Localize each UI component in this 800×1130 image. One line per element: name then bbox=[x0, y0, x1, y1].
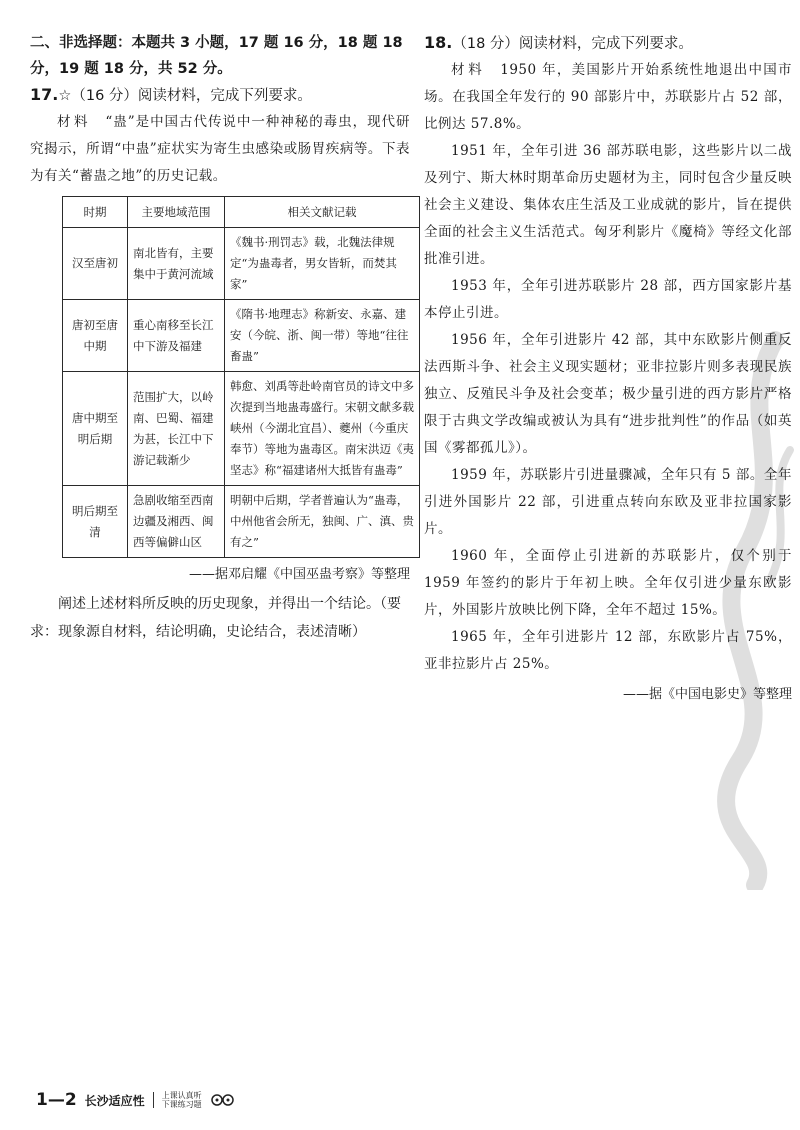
question-17-material bbox=[30, 109, 410, 190]
material-label: 材料 bbox=[57, 114, 91, 130]
table-row bbox=[63, 372, 420, 486]
question-18-paragraph bbox=[424, 57, 792, 138]
table-header-row bbox=[63, 197, 420, 228]
table-row bbox=[63, 228, 420, 300]
question-18-paragraph: 1951 年，全年引进 36 部苏联电影，这些影片以二战及列宁、斯大林时期革命历史题材为主，同时包含少量反映社会主义建设、集体农庄生活及工业成就的影片，旨在提供全面的社会主义生活范式。匈牙利影片《魔椅》等经文化部批准引进。 bbox=[424, 143, 792, 267]
question-18-paragraph: 1960 年，全面停止引进新的苏联影片，仅个别于 1959 年签约的影片于年初上映。全年仅引进少量东欧影片，外国影片放映比例下降，全年不超过 15%。 bbox=[424, 548, 792, 618]
row-period: 汉至唐初 bbox=[63, 228, 128, 300]
slogan-line-1: 上课认真听 bbox=[161, 1091, 202, 1100]
page-number: 1—2 bbox=[36, 1090, 77, 1110]
question-17-number: 17. bbox=[30, 85, 59, 104]
row-region: 南北皆有，主要集中于黄河流域 bbox=[128, 228, 225, 300]
row-region: 重心南移至长江中下游及福建 bbox=[128, 300, 225, 372]
section-heading-line1: 二、非选择题：本题共 3 小题，17 题 16 分，18 题 18 bbox=[30, 35, 403, 51]
question-17-task: 阐述上述材料所反映的历史现象，并得出一个结论。（要求：现象源自材料，结论明确，史论结合，表述清晰） bbox=[30, 596, 401, 640]
paragraph-text: 1950 年，美国影片开始系统性地退出中国市场。在我国全年发行的 90 部影片中，苏联影片占 52 部，比例达 57.8%。 bbox=[424, 62, 792, 132]
row-region: 急剧收缩至西南边疆及湘西、闽西等偏僻山区 bbox=[128, 486, 225, 558]
watermark-brush-stroke bbox=[715, 330, 800, 890]
material-label: 材料 bbox=[451, 62, 486, 78]
row-records: 《隋书·地理志》称新安、永嘉、建安（今皖、浙、闽一带）等地“往往畜蛊” bbox=[225, 300, 420, 372]
row-records: 明朝中后期，学者普遍认为“蛊毒，中州他省会所无，独闽、广、滇、贵有之” bbox=[225, 486, 420, 558]
row-records: 《魏书·刑罚志》载，北魏法律规定“为蛊毒者，男女皆斩，而焚其家” bbox=[225, 228, 420, 300]
question-18-paragraph: 1956 年，全年引进影片 42 部，其中东欧影片侧重反法西斯斗争、社会主义现实题材；亚非拉影片则多表现民族独立、反殖民斗争及社会变革；极少量引进的西方影片严格限于古典文学改编或被认为具有“进步批判性”的作品（如英国《雾都孤儿》）。 bbox=[424, 332, 792, 456]
page-footer bbox=[36, 1090, 236, 1110]
footer-brand: 长沙适应性 bbox=[84, 1093, 145, 1108]
question-17-header bbox=[30, 82, 410, 109]
question-18-number: 18. bbox=[424, 33, 453, 52]
question-17-source: ——据邓启耀《中国巫蛊考察》等整理 bbox=[188, 567, 410, 582]
table-row bbox=[63, 300, 420, 372]
material-text: “蛊”是中国古代传说中一种神秘的毒虫，现代研究揭示，所谓“中蛊”症状实为寄生虫感染或肠胃疾病等。下表为有关“蓄蛊之地”的历史记载。 bbox=[30, 114, 410, 184]
question-18-paragraph: 1959 年，苏联影片引进量骤减，全年只有 5 部。全年引进外国影片 22 部，引进重点转向东欧及亚非拉国家影片。 bbox=[424, 467, 792, 537]
row-period: 唐中期至明后期 bbox=[63, 372, 128, 486]
row-period: 唐初至唐中期 bbox=[63, 300, 128, 372]
table-row bbox=[63, 486, 420, 558]
section-heading-line2: 分，19 题 18 分，共 52 分。 bbox=[30, 61, 232, 77]
question-17-instruction: （16 分）阅读材料，完成下列要求。 bbox=[71, 88, 312, 104]
row-period: 明后期至清 bbox=[63, 486, 128, 558]
footer-slogan bbox=[162, 1091, 202, 1109]
table-header-records: 相关文献记载 bbox=[225, 197, 420, 228]
table-header-region: 主要地域范围 bbox=[128, 197, 225, 228]
gu-history-table bbox=[62, 196, 420, 558]
star-icon: ☆ bbox=[58, 88, 72, 104]
mascot-logo-icon bbox=[210, 1092, 236, 1108]
question-18-header bbox=[424, 30, 792, 57]
question-18-instruction: （18 分）阅读材料，完成下列要求。 bbox=[452, 36, 693, 52]
row-records: 韩愈、刘禹等赴岭南官员的诗文中多次提到当地蛊毒盛行。宋朝文献多载峡州（今湖北宜昌）、夔州（今重庆奉节）等地为蛊毒区。南宋洪迈《夷坚志》称“福建诸州大抵皆有蛊毒” bbox=[225, 372, 420, 486]
table-header-period: 时期 bbox=[63, 197, 128, 228]
slogan-line-2: 下课练习题 bbox=[161, 1100, 202, 1109]
row-region: 范围扩大，以岭南、巴蜀、福建为甚，长江中下游记载渐少 bbox=[128, 372, 225, 486]
footer-divider bbox=[153, 1092, 154, 1108]
question-18-paragraph: 1953 年，全年引进苏联影片 28 部，西方国家影片基本停止引进。 bbox=[424, 278, 792, 321]
question-18-paragraph: 1965 年，全年引进影片 12 部，东欧影片占 75%，亚非拉影片占 25%。 bbox=[424, 629, 792, 672]
left-column bbox=[30, 30, 414, 646]
question-18-source: ——据《中国电影史》等整理 bbox=[622, 687, 792, 702]
